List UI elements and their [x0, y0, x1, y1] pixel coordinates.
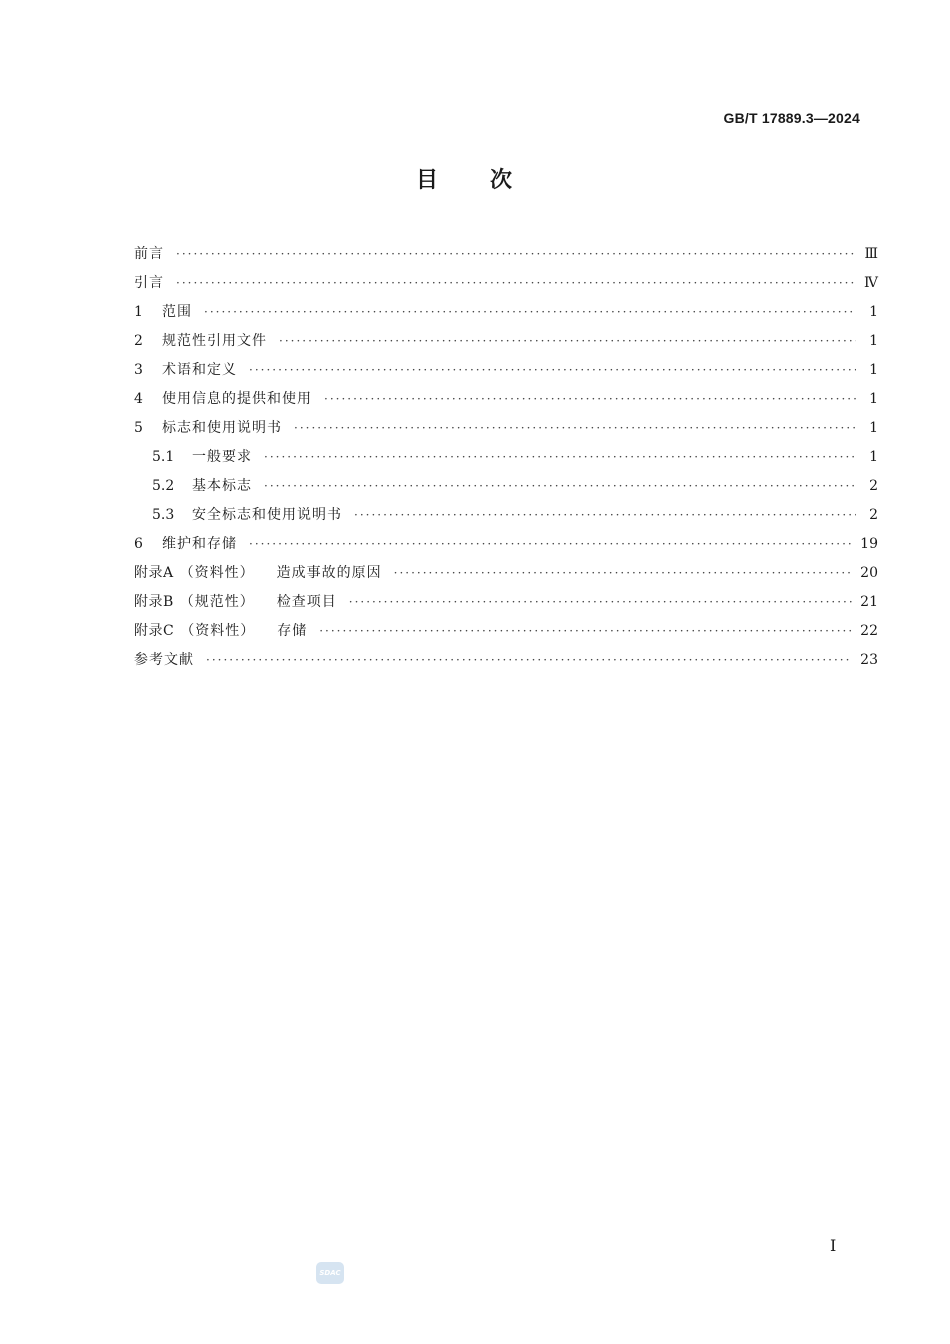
toc-entry-number: 5.1: [152, 449, 175, 465]
toc-entry-title: 术语和定义: [162, 362, 237, 378]
toc-entry-number: 4: [134, 391, 143, 407]
toc-entry-clause-1[interactable]: [134, 298, 878, 327]
toc-entry-clause-5-3[interactable]: [134, 501, 878, 530]
dot-leader: [176, 269, 856, 298]
dot-leader: [249, 530, 852, 559]
dot-leader: [294, 414, 856, 443]
toc-entry-title: 使用信息的提供和使用: [162, 391, 312, 407]
dot-leader: [264, 472, 856, 501]
toc-entry-page: 1: [869, 333, 878, 349]
toc-entry-page: Ⅳ: [864, 275, 878, 291]
toc-entry-page: 22: [860, 623, 878, 639]
dot-leader: [324, 385, 856, 414]
toc-entry-title: 安全标志和使用说明书: [192, 507, 342, 523]
dot-leader: [394, 559, 853, 588]
toc-entry-page: 1: [869, 420, 878, 436]
toc-entry-title: 前言: [134, 246, 164, 262]
toc-entry-title: 标志和使用说明书: [162, 420, 282, 436]
toc-entry-title: 检查项目: [276, 594, 337, 610]
page-title: 目次: [415, 168, 564, 193]
toc-entry-number: 3: [134, 362, 143, 378]
toc-entry-page: 19: [860, 536, 878, 552]
dot-leader: [176, 240, 856, 269]
toc-entry-clause-5-1[interactable]: [134, 443, 878, 472]
toc-entry-bibliography[interactable]: [134, 646, 878, 675]
toc-entry-page: 20: [860, 565, 878, 581]
dot-leader: [319, 617, 852, 646]
toc-annex-label: 附录A: [134, 565, 174, 581]
toc-entry-page: Ⅲ: [864, 246, 878, 262]
toc-entry-page: 21: [860, 594, 878, 610]
toc-entry-page: 2: [869, 478, 878, 494]
toc-entry-title: 存储: [277, 623, 308, 639]
toc-entry-number: 2: [134, 333, 143, 349]
toc-entry-number: 6: [134, 536, 143, 552]
toc-entry-page: 1: [869, 304, 878, 320]
toc-entry-title: 一般要求: [192, 449, 252, 465]
toc-entry-clause-6[interactable]: [134, 530, 878, 559]
dot-leader: [279, 327, 856, 356]
dot-leader: [354, 501, 856, 530]
toc-entry-number: 5.3: [152, 507, 175, 523]
page-number: I: [830, 1236, 837, 1255]
toc-entry-introduction[interactable]: [134, 269, 878, 298]
toc-entry-title: 规范性引用文件: [162, 333, 267, 349]
dot-leader: [206, 646, 852, 675]
toc-annex-label: 附录C: [134, 623, 175, 639]
toc-entry-clause-2[interactable]: [134, 327, 878, 356]
watermark-text: SDAC: [319, 1269, 341, 1277]
toc-entry-foreword[interactable]: [134, 240, 878, 269]
dot-leader: [204, 298, 856, 327]
dot-leader: [264, 443, 856, 472]
toc-entry-number: 1: [134, 304, 143, 320]
toc-entry-annex-a[interactable]: [134, 559, 878, 588]
toc-annex-label: 附录B: [134, 594, 174, 610]
toc-entry-title: 范围: [162, 304, 192, 320]
toc-entry-title: 引言: [134, 275, 164, 291]
toc-entry-clause-3[interactable]: [134, 356, 878, 385]
toc-annex-type: （规范性）: [179, 594, 255, 610]
toc-annex-type: （资料性）: [179, 565, 255, 581]
toc-annex-type: （资料性）: [180, 623, 256, 639]
watermark-logo-icon: [316, 1262, 344, 1284]
toc-entry-title: 参考文献: [134, 652, 194, 668]
toc-entry-clause-5-2[interactable]: [134, 472, 878, 501]
toc-entry-title: 维护和存储: [162, 536, 237, 552]
toc-entry-number: 5: [134, 420, 143, 436]
toc-entry-number: 5.2: [152, 478, 175, 494]
toc-entry-title: 基本标志: [192, 478, 252, 494]
toc-entry-page: 1: [869, 449, 878, 465]
toc-entry-title: 造成事故的原因: [276, 565, 382, 581]
toc-entry-page: 2: [869, 507, 878, 523]
toc-entry-page: 23: [860, 652, 878, 668]
dot-leader: [249, 356, 856, 385]
toc-entry-clause-5[interactable]: [134, 414, 878, 443]
standard-number: GB/T 17889.3—2024: [723, 110, 860, 126]
toc-entry-clause-4[interactable]: [134, 385, 878, 414]
toc-entry-page: 1: [869, 391, 878, 407]
dot-leader: [349, 588, 852, 617]
toc-entry-annex-b[interactable]: [134, 588, 878, 617]
toc-entry-page: 1: [869, 362, 878, 378]
table-of-contents: [134, 240, 878, 675]
toc-entry-annex-c[interactable]: [134, 617, 878, 646]
